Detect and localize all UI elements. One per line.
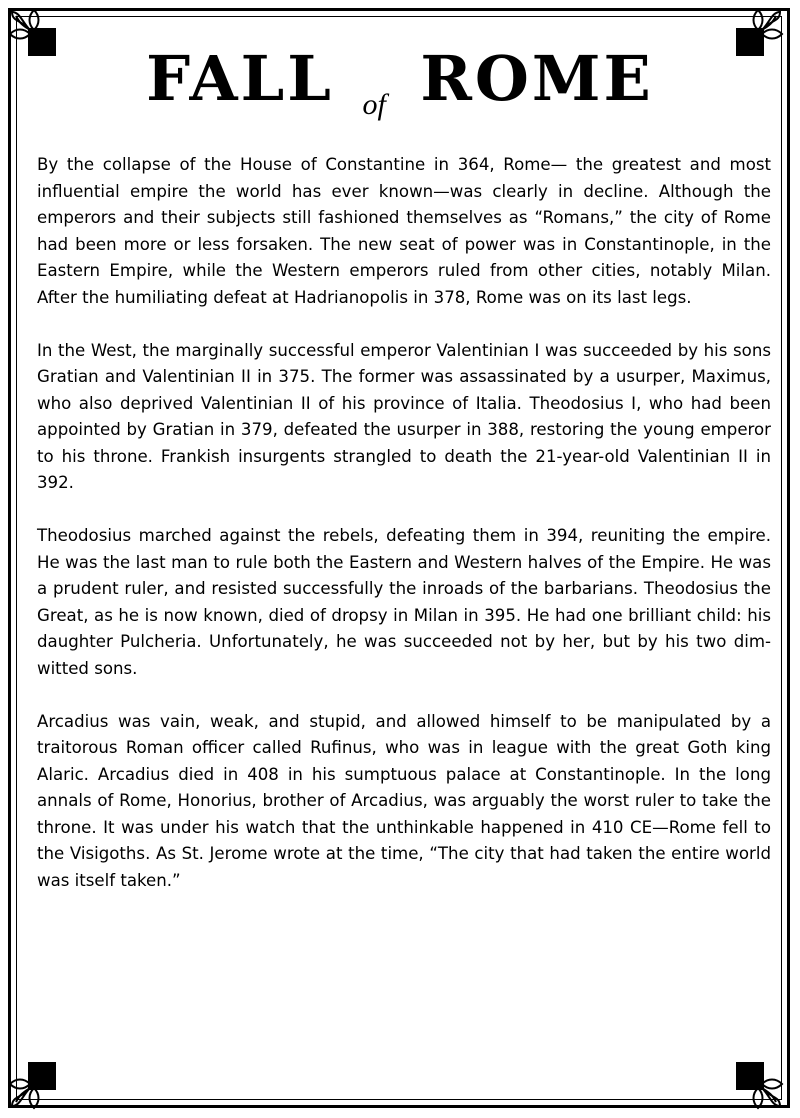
paragraph: Theodosius marched against the rebels, defeating them in 394, reuniting the empire. He was the last man to rule both the Eastern and Western halves of the Empire. He was a prudent ruler, and resisted successfully the inroads of the barbarians. Theodosius the Great, as he is now known, died of dropsy in Milan in 395. He had one brilliant child: his daughter Pulcheria. Unfortunately, he was succeeded not by her, but by his two dim-witted sons. <box>37 526 771 678</box>
fleur-de-lis-icon <box>726 1052 790 1116</box>
fleur-de-lis-icon <box>2 1052 66 1116</box>
paragraph: In the West, the marginally successful emperor Valentinian I was succeeded by his sons Gratian and Valentinian II in 375. The former was assassinated by a usurper, Maximus, who also deprived Valentinian II of his province of Italia. Theodosius I, who had been appointed by Gratian in 379, defeated the usurper in 388, restoring the young emperor to his throne. Frankish insurgents strangled to death the 21-year-old Valentinian II in 392. <box>37 340 771 492</box>
paragraph: By the collapse of the House of Constantine in 364, Rome— the greatest and most influential empire the world has ever known—was clearly in decline. Although the emperors and their subjects still fashioned themselves as “Romans,” the city of Rome had been more or less forsaken. The new seat of power was in Constantinople, in the Eastern Empire, while the Western emperors ruled from other cities, notably Milan. After the humiliating defeat at Hadrianopolis in 378, Rome was on its last legs. <box>37 155 771 307</box>
paragraph: Arcadius was vain, weak, and stupid, and allowed himself to be manipulated by a traitorous Roman officer called Rufinus, who was in league with the great Goth king Alaric. Arcadius died in 408 in his sumptuous palace at Constantinople. In the long annals of Rome, Honorius, brother of Arcadius, was arguably the worst ruler to take the throne. It was under his watch that the unthinkable happened in 410 CE—Rome fell to the Visigoths. As St. Jerome wrote at the time, “The city that had taken the entire world was itself taken.” <box>37 711 771 890</box>
title-word-rome: ROME <box>420 42 654 115</box>
title-word-of: of <box>362 88 386 121</box>
page-title <box>0 42 800 121</box>
title-word-fall: FALL <box>146 42 334 115</box>
article-body <box>37 152 771 921</box>
